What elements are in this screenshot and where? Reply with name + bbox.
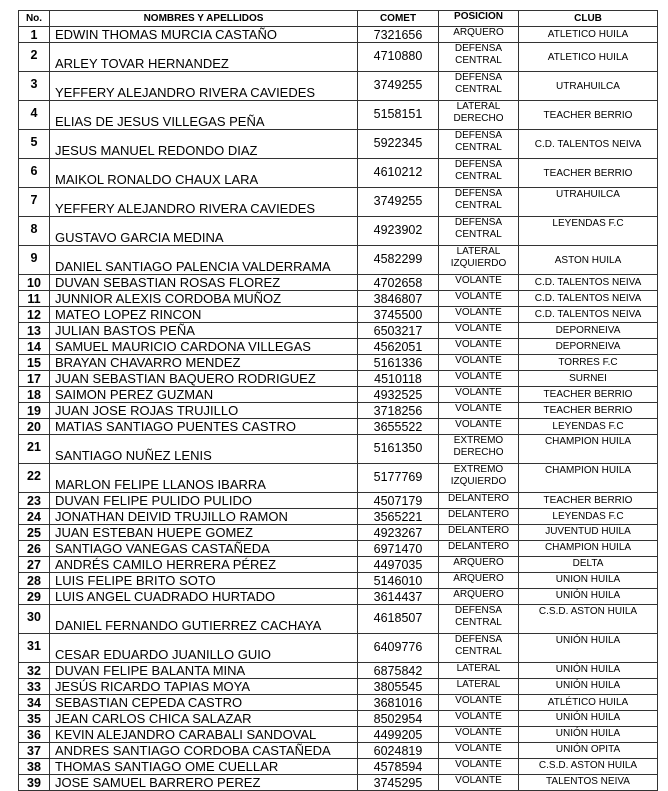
position-line-1: VOLANTE xyxy=(455,711,502,722)
comet-id: 7321656 xyxy=(358,27,439,43)
player-position xyxy=(439,323,519,339)
player-position xyxy=(439,339,519,355)
position-line-1: LATERAL xyxy=(456,663,501,674)
table-row xyxy=(19,509,658,525)
table-row xyxy=(19,307,658,323)
table-row xyxy=(19,188,658,217)
player-position xyxy=(439,695,519,711)
comet-id: 3681016 xyxy=(358,695,439,711)
player-position xyxy=(439,371,519,387)
player-position xyxy=(439,435,519,464)
comet-id: 6503217 xyxy=(358,323,439,339)
table-row xyxy=(19,159,658,188)
row-number: 38 xyxy=(19,759,50,775)
player-club: ATLETICO HUILA xyxy=(519,27,658,43)
player-club: TORRES F.C xyxy=(519,355,658,371)
player-position xyxy=(439,557,519,573)
table-row xyxy=(19,541,658,557)
row-number: 15 xyxy=(19,355,50,371)
player-name: ANDRES SANTIAGO CORDOBA CASTAÑEDA xyxy=(50,743,358,759)
player-position xyxy=(439,573,519,589)
position-line-1: DELANTERO xyxy=(447,541,510,552)
comet-id: 3846807 xyxy=(358,291,439,307)
player-club: ATLETICO HUILA xyxy=(519,43,658,72)
player-name: THOMAS SANTIAGO OME CUELLAR xyxy=(50,759,358,775)
player-club: ATLÉTICO HUILA xyxy=(519,695,658,711)
player-club: TEACHER BERRIO xyxy=(519,101,658,130)
comet-id: 4702658 xyxy=(358,275,439,291)
player-position xyxy=(439,419,519,435)
position-line-2: CENTRAL xyxy=(455,228,502,240)
row-number: 21 xyxy=(19,435,50,464)
player-club: CHAMPION HUILA xyxy=(519,541,658,557)
player-position xyxy=(439,711,519,727)
position-line-1: DELANTERO xyxy=(447,509,510,520)
position-line-1: DEFENSA xyxy=(454,159,503,170)
player-name: ANDRÉS CAMILO HERRERA PÉREZ xyxy=(50,557,358,573)
row-number: 5 xyxy=(19,130,50,159)
player-club: DEPORNEIVA xyxy=(519,339,658,355)
table-row xyxy=(19,387,658,403)
player-position xyxy=(439,387,519,403)
player-club: DEPORNEIVA xyxy=(519,323,658,339)
comet-id: 3745295 xyxy=(358,775,439,791)
player-position xyxy=(439,525,519,541)
table-row xyxy=(19,695,658,711)
position-line-2: CENTRAL xyxy=(455,54,502,66)
table-row xyxy=(19,589,658,605)
table-row xyxy=(19,403,658,419)
position-line-2: CENTRAL xyxy=(455,170,502,182)
player-position xyxy=(439,188,519,217)
player-club: UNIÓN HUILA xyxy=(519,589,658,605)
comet-id: 6024819 xyxy=(358,743,439,759)
player-position xyxy=(439,727,519,743)
table-row xyxy=(19,355,658,371)
player-name: JUNNIOR ALEXIS CORDOBA MUÑOZ xyxy=(50,291,358,307)
position-line-1: VOLANTE xyxy=(455,743,502,754)
player-name: JONATHAN DEIVID TRUJILLO RAMON xyxy=(50,509,358,525)
player-position xyxy=(439,464,519,493)
row-number: 11 xyxy=(19,291,50,307)
comet-id: 5146010 xyxy=(358,573,439,589)
player-club: LEYENDAS F.C xyxy=(519,509,658,525)
row-number: 20 xyxy=(19,419,50,435)
position-line-1: DEFENSA xyxy=(454,130,503,141)
position-line-1: DEFENSA xyxy=(454,217,503,228)
table-row xyxy=(19,525,658,541)
player-position xyxy=(439,509,519,525)
position-line-2: IZQUIERDO xyxy=(450,257,507,269)
player-name: MATEO LOPEZ RINCON xyxy=(50,307,358,323)
table-row xyxy=(19,101,658,130)
position-line-2: DERECHO xyxy=(453,112,504,124)
player-club: JUVENTUD HUILA xyxy=(519,525,658,541)
row-number: 39 xyxy=(19,775,50,791)
player-name: JESÚS RICARDO TAPIAS MOYA xyxy=(50,679,358,695)
position-line-2: CENTRAL xyxy=(455,141,502,153)
player-club: ASTON HUILA xyxy=(519,246,658,275)
player-name: BRAYAN CHAVARRO MENDEZ xyxy=(50,355,358,371)
player-roster-table xyxy=(18,10,658,791)
row-number: 8 xyxy=(19,217,50,246)
position-line-1: VOLANTE xyxy=(455,695,502,706)
player-club: C.D. TALENTOS NEIVA xyxy=(519,275,658,291)
position-line-1: DEFENSA xyxy=(454,634,503,645)
table-row xyxy=(19,371,658,387)
row-number: 13 xyxy=(19,323,50,339)
table-row xyxy=(19,291,658,307)
player-name: JEAN CARLOS CHICA SALAZAR xyxy=(50,711,358,727)
comet-id: 6875842 xyxy=(358,663,439,679)
comet-id: 4499205 xyxy=(358,727,439,743)
comet-id: 4562051 xyxy=(358,339,439,355)
row-number: 3 xyxy=(19,72,50,101)
player-name: DUVAN FELIPE BALANTA MINA xyxy=(50,663,358,679)
position-line-1: DEFENSA xyxy=(454,188,503,199)
position-line-1: DEFENSA xyxy=(454,605,503,616)
row-number: 2 xyxy=(19,43,50,72)
table-row xyxy=(19,246,658,275)
player-position xyxy=(439,275,519,291)
player-club: C.S.D. ASTON HUILA xyxy=(519,605,658,634)
row-number: 18 xyxy=(19,387,50,403)
comet-id: 4923902 xyxy=(358,217,439,246)
player-club: TEACHER BERRIO xyxy=(519,387,658,403)
row-number: 31 xyxy=(19,634,50,663)
player-club: UNION HUILA xyxy=(519,573,658,589)
comet-id: 4618507 xyxy=(358,605,439,634)
player-name: DUVAN SEBASTIAN ROSAS FLOREZ xyxy=(50,275,358,291)
position-line-1: VOLANTE xyxy=(455,419,502,430)
position-line-1: VOLANTE xyxy=(455,323,502,334)
player-position xyxy=(439,743,519,759)
header-club: CLUB xyxy=(519,11,658,27)
table-row xyxy=(19,634,658,663)
header-comet: COMET xyxy=(358,11,439,27)
player-name: EDWIN THOMAS MURCIA CASTAÑO xyxy=(50,27,358,43)
player-name: YEFFERY ALEJANDRO RIVERA CAVIEDES xyxy=(50,72,358,101)
player-club: UNIÓN HUILA xyxy=(519,663,658,679)
player-club: C.D. TALENTOS NEIVA xyxy=(519,307,658,323)
player-name: ELIAS DE JESUS VILLEGAS PEÑA xyxy=(50,101,358,130)
position-line-1: ARQUERO xyxy=(453,573,504,584)
comet-id: 5158151 xyxy=(358,101,439,130)
table-row xyxy=(19,573,658,589)
table-row xyxy=(19,775,658,791)
comet-id: 3749255 xyxy=(358,188,439,217)
player-position xyxy=(439,679,519,695)
player-position xyxy=(439,634,519,663)
position-line-1: LATERAL xyxy=(456,246,501,257)
position-line-1: DEFENSA xyxy=(454,72,503,83)
header-no: No. xyxy=(19,11,50,27)
row-number: 22 xyxy=(19,464,50,493)
player-position xyxy=(439,246,519,275)
player-club: TEACHER BERRIO xyxy=(519,493,658,509)
player-position xyxy=(439,493,519,509)
player-position xyxy=(439,589,519,605)
row-number: 34 xyxy=(19,695,50,711)
player-name: DANIEL SANTIAGO PALENCIA VALDERRAMA xyxy=(50,246,358,275)
comet-id: 6409776 xyxy=(358,634,439,663)
comet-id: 3745500 xyxy=(358,307,439,323)
player-name: YEFFERY ALEJANDRO RIVERA CAVIEDES xyxy=(50,188,358,217)
table-body xyxy=(19,27,658,791)
row-number: 24 xyxy=(19,509,50,525)
player-name: JULIAN BASTOS PEÑA xyxy=(50,323,358,339)
player-club: UNIÓN HUILA xyxy=(519,711,658,727)
player-club: TEACHER BERRIO xyxy=(519,159,658,188)
table-row xyxy=(19,493,658,509)
player-position xyxy=(439,605,519,634)
comet-id: 4510118 xyxy=(358,371,439,387)
position-line-1: VOLANTE xyxy=(455,759,502,770)
table-row xyxy=(19,663,658,679)
table-row xyxy=(19,43,658,72)
player-name: DUVAN FELIPE PULIDO PULIDO xyxy=(50,493,358,509)
table-header-row xyxy=(19,11,658,27)
row-number: 4 xyxy=(19,101,50,130)
row-number: 33 xyxy=(19,679,50,695)
comet-id: 4923267 xyxy=(358,525,439,541)
comet-id: 3805545 xyxy=(358,679,439,695)
player-name: SAIMON PEREZ GUZMAN xyxy=(50,387,358,403)
position-line-1: ARQUERO xyxy=(453,589,504,600)
player-club: UNIÓN HUILA xyxy=(519,727,658,743)
player-position xyxy=(439,217,519,246)
position-line-1: VOLANTE xyxy=(455,387,502,398)
player-name: MARLON FELIPE LLANOS IBARRA xyxy=(50,464,358,493)
player-name: JUAN SEBASTIAN BAQUERO RODRIGUEZ xyxy=(50,371,358,387)
comet-id: 4710880 xyxy=(358,43,439,72)
player-club: C.D. TALENTOS NEIVA xyxy=(519,130,658,159)
position-line-1: DEFENSA xyxy=(454,43,503,54)
row-number: 36 xyxy=(19,727,50,743)
comet-id: 5922345 xyxy=(358,130,439,159)
player-name: KEVIN ALEJANDRO CARABALI SANDOVAL xyxy=(50,727,358,743)
player-club: UTRAHUILCA xyxy=(519,188,658,217)
comet-id: 3565221 xyxy=(358,509,439,525)
table-row xyxy=(19,72,658,101)
player-position xyxy=(439,101,519,130)
row-number: 17 xyxy=(19,371,50,387)
row-number: 14 xyxy=(19,339,50,355)
player-name: LUIS FELIPE BRITO SOTO xyxy=(50,573,358,589)
player-name: JUAN ESTEBAN HUEPE GOMEZ xyxy=(50,525,358,541)
row-number: 10 xyxy=(19,275,50,291)
row-number: 25 xyxy=(19,525,50,541)
player-position xyxy=(439,355,519,371)
table-row xyxy=(19,435,658,464)
player-club: DELTA xyxy=(519,557,658,573)
row-number: 6 xyxy=(19,159,50,188)
row-number: 37 xyxy=(19,743,50,759)
row-number: 29 xyxy=(19,589,50,605)
table-row xyxy=(19,323,658,339)
table-row xyxy=(19,605,658,634)
player-position xyxy=(439,759,519,775)
player-position xyxy=(439,43,519,72)
row-number: 30 xyxy=(19,605,50,634)
row-number: 27 xyxy=(19,557,50,573)
comet-id: 3718256 xyxy=(358,403,439,419)
player-club: UNIÓN HUILA xyxy=(519,679,658,695)
comet-id: 8502954 xyxy=(358,711,439,727)
player-position xyxy=(439,72,519,101)
player-name: JUAN JOSE ROJAS TRUJILLO xyxy=(50,403,358,419)
row-number: 23 xyxy=(19,493,50,509)
player-name: MAIKOL RONALDO CHAUX LARA xyxy=(50,159,358,188)
player-club: TEACHER BERRIO xyxy=(519,403,658,419)
player-position xyxy=(439,130,519,159)
player-club: CHAMPION HUILA xyxy=(519,435,658,464)
position-line-1: VOLANTE xyxy=(455,307,502,318)
player-name: SEBASTIAN CEPEDA CASTRO xyxy=(50,695,358,711)
position-line-1: VOLANTE xyxy=(455,727,502,738)
table-row xyxy=(19,27,658,43)
position-line-2: CENTRAL xyxy=(455,199,502,211)
row-number: 1 xyxy=(19,27,50,43)
table-row xyxy=(19,743,658,759)
position-line-1: LATERAL xyxy=(456,679,501,690)
row-number: 35 xyxy=(19,711,50,727)
player-name: LUIS ANGEL CUADRADO HURTADO xyxy=(50,589,358,605)
player-name: SAMUEL MAURICIO CARDONA VILLEGAS xyxy=(50,339,358,355)
table-row xyxy=(19,557,658,573)
player-club: UTRAHUILCA xyxy=(519,72,658,101)
position-line-2: CENTRAL xyxy=(455,616,502,628)
row-number: 12 xyxy=(19,307,50,323)
player-club: LEYENDAS F.C xyxy=(519,217,658,246)
player-club: UNIÓN OPITA xyxy=(519,743,658,759)
comet-id: 5161336 xyxy=(358,355,439,371)
player-club: C.D. TALENTOS NEIVA xyxy=(519,291,658,307)
player-position xyxy=(439,291,519,307)
player-club: LEYENDAS F.C xyxy=(519,419,658,435)
comet-id: 5177769 xyxy=(358,464,439,493)
table-row xyxy=(19,464,658,493)
comet-id: 5161350 xyxy=(358,435,439,464)
position-line-1: VOLANTE xyxy=(455,775,502,786)
comet-id: 3614437 xyxy=(358,589,439,605)
position-line-1: DELANTERO xyxy=(447,525,510,536)
table-row xyxy=(19,339,658,355)
player-name: ARLEY TOVAR HERNANDEZ xyxy=(50,43,358,72)
position-line-1: DELANTERO xyxy=(447,493,510,504)
comet-id: 3749255 xyxy=(358,72,439,101)
player-position xyxy=(439,663,519,679)
position-line-1: VOLANTE xyxy=(455,355,502,366)
comet-id: 4932525 xyxy=(358,387,439,403)
player-name: JESUS MANUEL REDONDO DIAZ xyxy=(50,130,358,159)
comet-id: 4497035 xyxy=(358,557,439,573)
player-name: SANTIAGO NUÑEZ LENIS xyxy=(50,435,358,464)
position-line-1: VOLANTE xyxy=(455,291,502,302)
position-line-1: EXTREMO xyxy=(453,464,504,475)
player-position xyxy=(439,775,519,791)
row-number: 7 xyxy=(19,188,50,217)
table-row xyxy=(19,679,658,695)
position-line-2: DERECHO xyxy=(453,446,504,458)
comet-id: 4610212 xyxy=(358,159,439,188)
position-line-2: CENTRAL xyxy=(455,83,502,95)
player-position xyxy=(439,159,519,188)
position-line-1: ARQUERO xyxy=(453,557,504,568)
table-row xyxy=(19,711,658,727)
player-name: MATIAS SANTIAGO PUENTES CASTRO xyxy=(50,419,358,435)
row-number: 28 xyxy=(19,573,50,589)
header-position: POSICION xyxy=(439,11,519,27)
header-name: NOMBRES Y APELLIDOS xyxy=(50,11,358,27)
comet-id: 4582299 xyxy=(358,246,439,275)
row-number: 26 xyxy=(19,541,50,557)
player-name: JOSE SAMUEL BARRERO PEREZ xyxy=(50,775,358,791)
table-row xyxy=(19,130,658,159)
player-name: GUSTAVO GARCIA MEDINA xyxy=(50,217,358,246)
position-line-1: VOLANTE xyxy=(455,403,502,414)
player-position xyxy=(439,27,519,43)
player-name: SANTIAGO VANEGAS CASTAÑEDA xyxy=(50,541,358,557)
table-row xyxy=(19,217,658,246)
player-name: DANIEL FERNANDO GUTIERREZ CACHAYA xyxy=(50,605,358,634)
table-row xyxy=(19,759,658,775)
player-club: UNIÓN HUILA xyxy=(519,634,658,663)
position-line-1: EXTREMO xyxy=(453,435,504,446)
comet-id: 4578594 xyxy=(358,759,439,775)
player-club: CHAMPION HUILA xyxy=(519,464,658,493)
table-row xyxy=(19,727,658,743)
comet-id: 3655522 xyxy=(358,419,439,435)
player-position xyxy=(439,403,519,419)
player-position xyxy=(439,541,519,557)
position-line-1: VOLANTE xyxy=(455,339,502,350)
row-number: 32 xyxy=(19,663,50,679)
position-line-1: LATERAL xyxy=(456,101,501,112)
position-line-2: IZQUIERDO xyxy=(450,475,507,487)
position-line-1: ARQUERO xyxy=(453,27,504,38)
player-name: CESAR EDUARDO JUANILLO GUIO xyxy=(50,634,358,663)
player-club: SURNEI xyxy=(519,371,658,387)
table-row xyxy=(19,419,658,435)
player-club: TALENTOS NEIVA xyxy=(519,775,658,791)
position-line-1: VOLANTE xyxy=(455,371,502,382)
comet-id: 6971470 xyxy=(358,541,439,557)
position-line-1: VOLANTE xyxy=(455,275,502,286)
row-number: 19 xyxy=(19,403,50,419)
player-position xyxy=(439,307,519,323)
player-club: C.S.D. ASTON HUILA xyxy=(519,759,658,775)
position-line-2: CENTRAL xyxy=(455,645,502,657)
comet-id: 4507179 xyxy=(358,493,439,509)
table-row xyxy=(19,275,658,291)
row-number: 9 xyxy=(19,246,50,275)
